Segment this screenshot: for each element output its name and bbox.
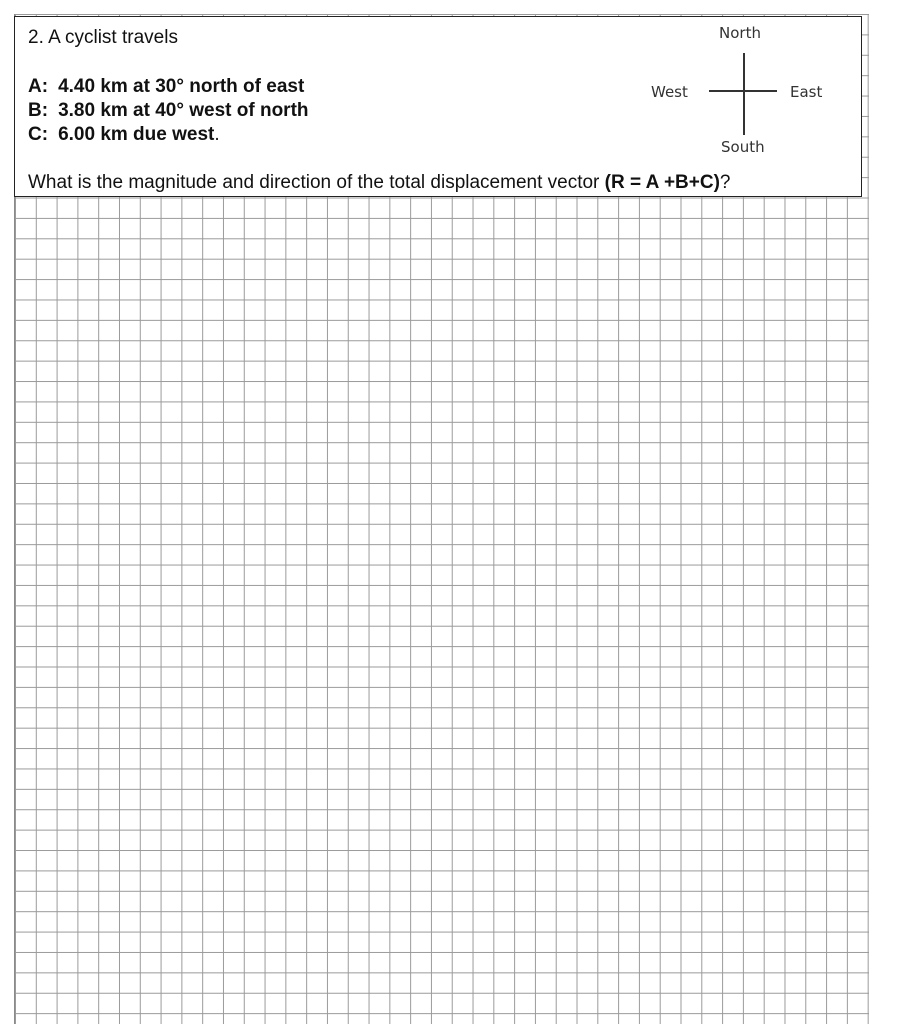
vector-b	[28, 99, 309, 123]
vector-a-label: A:	[28, 76, 49, 97]
compass-horizontal-axis	[709, 90, 777, 92]
vector-list	[28, 75, 309, 147]
vector-b-label: B:	[28, 100, 49, 121]
vector-a-text: 4.40 km at 30° north of east	[58, 76, 305, 97]
question-body: What is the magnitude and direction of the total displacement vector	[28, 172, 605, 193]
compass-vertical-axis	[743, 53, 745, 135]
compass-west-label: West	[651, 83, 688, 101]
compass-rose	[635, 17, 855, 167]
vector-a	[28, 75, 309, 99]
vector-c	[28, 123, 309, 147]
compass-north-label: North	[719, 24, 761, 42]
vector-c-label: C:	[28, 124, 49, 145]
compass-east-label: East	[790, 83, 823, 101]
question-end: ?	[719, 172, 731, 193]
problem-title: 2. A cyclist travels	[28, 27, 178, 48]
vector-c-tail: .	[214, 124, 220, 145]
vector-b-text: 3.80 km at 40° west of north	[58, 100, 309, 121]
problem-box	[14, 16, 862, 197]
vector-c-text: 6.00 km due west	[58, 124, 215, 145]
question-formula: (R = A +B+C)	[604, 172, 720, 193]
compass-south-label: South	[721, 138, 765, 156]
question-text	[28, 172, 731, 194]
